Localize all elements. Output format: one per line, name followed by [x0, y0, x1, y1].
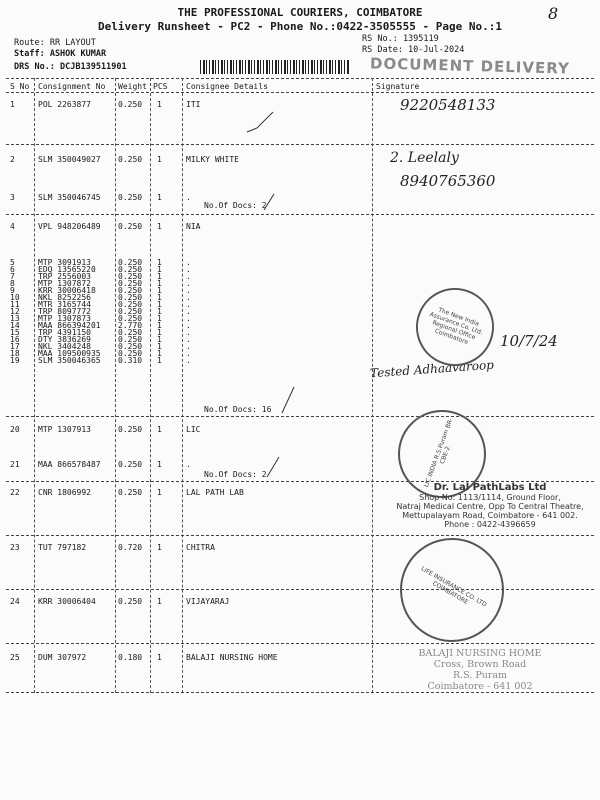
row-pcs: 1	[157, 543, 162, 552]
row-consignment: SLM 350049027	[38, 155, 101, 164]
row-consignment: POL 2263877	[38, 100, 91, 109]
row-consignment: SLM 350046745	[38, 193, 101, 202]
lab-stamp-name: Dr. Lal PathLabs Ltd	[433, 482, 547, 493]
staff-label: Staff: ASHOK KUMAR	[14, 49, 107, 59]
row-consignee: LIC	[186, 425, 201, 434]
row-weight: 0.250	[118, 155, 143, 164]
group-line	[6, 643, 594, 644]
row-pcs: 1	[157, 597, 162, 606]
row-consignment: EDQ 13565220	[38, 265, 96, 274]
row-consignee: .	[186, 265, 191, 274]
col-consignee: Consignee Details	[186, 82, 268, 91]
row-sno: 14	[10, 321, 20, 330]
row-consignee: .	[186, 279, 191, 288]
row-pcs: 1	[157, 265, 162, 274]
balaji-stamp-line: BALAJI NURSING HOME	[418, 648, 542, 659]
row-pcs: 1	[157, 272, 162, 281]
row-consignment: TRP 2556003	[38, 272, 91, 281]
row-pcs: 1	[157, 307, 162, 316]
row-consignee: BALAJI NURSING HOME	[186, 653, 278, 662]
row-sno: 8	[10, 279, 15, 288]
row-weight: 0.250	[118, 193, 143, 202]
drs-number: DRS No.: DCJB139511901	[14, 62, 127, 72]
tick-mark-icon	[280, 385, 296, 415]
divider	[150, 78, 151, 693]
docs-count-note: No.Of Docs: 2	[204, 470, 267, 479]
group-line	[6, 214, 594, 215]
row-consignment: MAA 866394201	[38, 321, 101, 330]
table-top-line	[6, 78, 594, 79]
row-sno: 10	[10, 293, 20, 302]
row-pcs: 1	[157, 100, 162, 109]
lab-stamp-line: Mettupalayam Road, Coimbatore - 641 002.	[402, 511, 578, 520]
row-sno: 15	[10, 328, 20, 337]
tick-mark-icon	[245, 110, 275, 135]
row-sno: 5	[10, 258, 15, 267]
signature-row-1: 9220548133	[400, 96, 496, 114]
col-weight: Weight	[118, 82, 147, 91]
company-title: THE PROFESSIONAL COURIERS, COIMBATORE	[177, 6, 423, 19]
row-consignment: VPL 948206489	[38, 222, 101, 231]
row-pcs: 1	[157, 342, 162, 351]
row-pcs: 1	[157, 321, 162, 330]
row-pcs: 1	[157, 425, 162, 434]
row-weight: 0.250	[118, 265, 143, 274]
lab-stamp-line: Phone : 0422-4396659	[444, 520, 536, 529]
route-label: Route: RR LAYOUT	[14, 38, 96, 48]
row-pcs: 1	[157, 286, 162, 295]
row-pcs: 1	[157, 258, 162, 267]
row-sno: 17	[10, 342, 20, 351]
rs-number: RS No.: 1395119	[362, 34, 439, 44]
group-line	[6, 416, 594, 417]
row-sno: 6	[10, 265, 15, 274]
row-sno: 12	[10, 307, 20, 316]
row-consignment: NKL 3404248	[38, 342, 91, 351]
lic-round-stamp: LIC INDIA R.S.Puram BR-CBE-2	[386, 398, 499, 511]
row-consignment: NKL 8252256	[38, 293, 91, 302]
signature-row-2-name: 2. Leelaly	[390, 150, 459, 166]
row-pcs: 1	[157, 460, 162, 469]
row-sno: 23	[10, 543, 20, 552]
row-weight: 0.250	[118, 314, 143, 323]
row-pcs: 1	[157, 279, 162, 288]
row-pcs: 1	[157, 222, 162, 231]
row-consignee: .	[186, 314, 191, 323]
row-weight: 0.250	[118, 258, 143, 267]
lab-stamp-line: Shop No: 1113/1114, Ground Floor,	[419, 493, 561, 502]
balaji-nursing-home-stamp	[380, 648, 580, 692]
row-consignee: VIJAYARAJ	[186, 597, 230, 606]
row-consignment: MTP 3091913	[38, 258, 91, 267]
row-consignment: TRP 4391150	[38, 328, 91, 337]
divider	[115, 78, 116, 693]
signature-row-4-name: Tested Adhaavaroop	[369, 357, 495, 381]
row-weight: 0.720	[118, 543, 143, 552]
row-sno: 19	[10, 356, 20, 365]
row-consignee: .	[186, 321, 191, 330]
row-consignment: MAA 109500935	[38, 349, 101, 358]
col-consignment: Consignment No	[38, 82, 106, 91]
docs-count-note: No.Of Docs: 2	[204, 201, 267, 210]
row-weight: 0.250	[118, 460, 143, 469]
row-consignee: .	[186, 293, 191, 302]
group-line	[6, 144, 594, 145]
row-pcs: 1	[157, 356, 162, 365]
vijayaraj-round-stamp: LIFE INSURANCE CO. LTD COIMBATORE	[381, 519, 523, 661]
row-consignment: SLM 350046365	[38, 356, 101, 365]
signature-row-2-phone: 8940765360	[400, 172, 496, 190]
row-weight: 0.250	[118, 222, 143, 231]
row-pcs: 1	[157, 314, 162, 323]
row-weight: 0.250	[118, 286, 143, 295]
row-consignee: MILKY WHITE	[186, 155, 239, 164]
row-weight: 0.250	[118, 279, 143, 288]
row-sno: 1	[10, 100, 15, 109]
row-weight: 0.250	[118, 272, 143, 281]
divider	[182, 78, 183, 693]
divider	[372, 78, 373, 693]
lab-stamp-line: Natraj Medical Centre, Opp To Central Theatre,	[396, 502, 584, 511]
row-consignee: .	[186, 258, 191, 267]
signature-row-4-date: 10/7/24	[500, 332, 558, 350]
header-bottom-line	[6, 92, 594, 93]
docs-count-note: No.Of Docs: 16	[204, 405, 272, 414]
row-consignment: MTR 3165744	[38, 300, 91, 309]
row-sno: 3	[10, 193, 15, 202]
row-sno: 22	[10, 488, 20, 497]
row-sno: 25	[10, 653, 20, 662]
row-consignment: TUT 797182	[38, 543, 87, 552]
tick-mark-icon	[265, 455, 281, 479]
row-sno: 4	[10, 222, 15, 231]
document-delivery-stamp: DOCUMENT DELIVERY	[369, 54, 571, 78]
row-sno: 16	[10, 335, 20, 344]
row-pcs: 1	[157, 293, 162, 302]
row-consignee: .	[186, 300, 191, 309]
row-consignment: DUM 307972	[38, 653, 87, 662]
row-weight: 0.250	[118, 349, 143, 358]
row-weight: 0.250	[118, 307, 143, 316]
row-consignment: KRR 30006418	[38, 286, 96, 295]
row-consignee: NIA	[186, 222, 201, 231]
balaji-stamp-line: R.S. Puram	[452, 670, 508, 681]
row-consignment: MTP 1307873	[38, 314, 91, 323]
row-pcs: 1	[157, 335, 162, 344]
row-consignee: CHITRA	[186, 543, 215, 552]
row-pcs: 1	[157, 300, 162, 309]
row-weight: 2.770	[118, 321, 143, 330]
row-weight: 0.250	[118, 425, 143, 434]
group-line	[6, 535, 594, 536]
row-consignee: .	[186, 342, 191, 351]
row-sno: 9	[10, 286, 15, 295]
row-consignee: LAL PATH LAB	[186, 488, 244, 497]
row-weight: 0.180	[118, 653, 143, 662]
divider	[34, 78, 35, 693]
row-sno: 13	[10, 314, 20, 323]
row-consignee: .	[186, 356, 191, 365]
row-pcs: 1	[157, 193, 162, 202]
balaji-stamp-line: Cross, Brown Road	[433, 659, 527, 670]
col-pcs: PCS	[153, 82, 168, 91]
rs-date: RS Date: 10-Jul-2024	[362, 45, 465, 55]
row-sno: 21	[10, 460, 20, 469]
row-weight: 0.250	[118, 328, 143, 337]
row-consignee: .	[186, 307, 191, 316]
row-weight: 0.250	[118, 335, 143, 344]
row-sno: 11	[10, 300, 20, 309]
row-weight: 0.250	[118, 300, 143, 309]
row-consignee: .	[186, 272, 191, 281]
row-weight: 0.250	[118, 293, 143, 302]
row-consignment: DTY 3836269	[38, 335, 91, 344]
row-pcs: 1	[157, 488, 162, 497]
row-consignee: .	[186, 286, 191, 295]
row-consignee: ITI	[186, 100, 201, 109]
row-weight: 0.250	[118, 100, 143, 109]
row-pcs: 1	[157, 328, 162, 337]
row-weight: 0.250	[118, 342, 143, 351]
row-weight: 0.250	[118, 597, 143, 606]
col-sno: S No	[10, 82, 30, 91]
row-consignee: .	[186, 460, 191, 469]
row-consignment: MTP 1307872	[38, 279, 91, 288]
row-consignment: MTP 1307913	[38, 425, 91, 434]
tick-mark-icon	[262, 192, 276, 212]
group-line	[6, 589, 594, 590]
row-consignee: .	[186, 193, 191, 202]
nia-round-stamp: The New India Assurance Co. Ltd. Regional Office Coimbatore	[405, 277, 505, 377]
barcode	[200, 60, 350, 74]
col-signature: Signature	[376, 82, 420, 91]
row-weight: 0.310	[118, 356, 143, 365]
row-weight: 0.250	[118, 488, 143, 497]
row-consignment: TRP 8097772	[38, 307, 91, 316]
row-consignment: KRR 30006404	[38, 597, 96, 606]
row-consignee: .	[186, 349, 191, 358]
row-pcs: 1	[157, 155, 162, 164]
row-sno: 2	[10, 155, 15, 164]
row-sno: 7	[10, 272, 15, 281]
lal-path-lab-stamp	[385, 482, 595, 529]
runsheet-subtitle: Delivery Runsheet - PC2 - Phone No.:0422-3505555 - Page No.:1	[98, 20, 502, 33]
balaji-stamp-line: Coimbatore - 641 002	[427, 681, 533, 692]
row-consignee: .	[186, 328, 191, 337]
row-consignment: CNR 1806992	[38, 488, 91, 497]
handwritten-page-number: 8	[548, 4, 559, 23]
row-consignment: MAA 866578487	[38, 460, 101, 469]
row-pcs: 1	[157, 349, 162, 358]
row-sno: 24	[10, 597, 20, 606]
row-sno: 20	[10, 425, 20, 434]
row-consignee: .	[186, 335, 191, 344]
row-sno: 18	[10, 349, 20, 358]
group-line	[6, 692, 594, 693]
row-pcs: 1	[157, 653, 162, 662]
